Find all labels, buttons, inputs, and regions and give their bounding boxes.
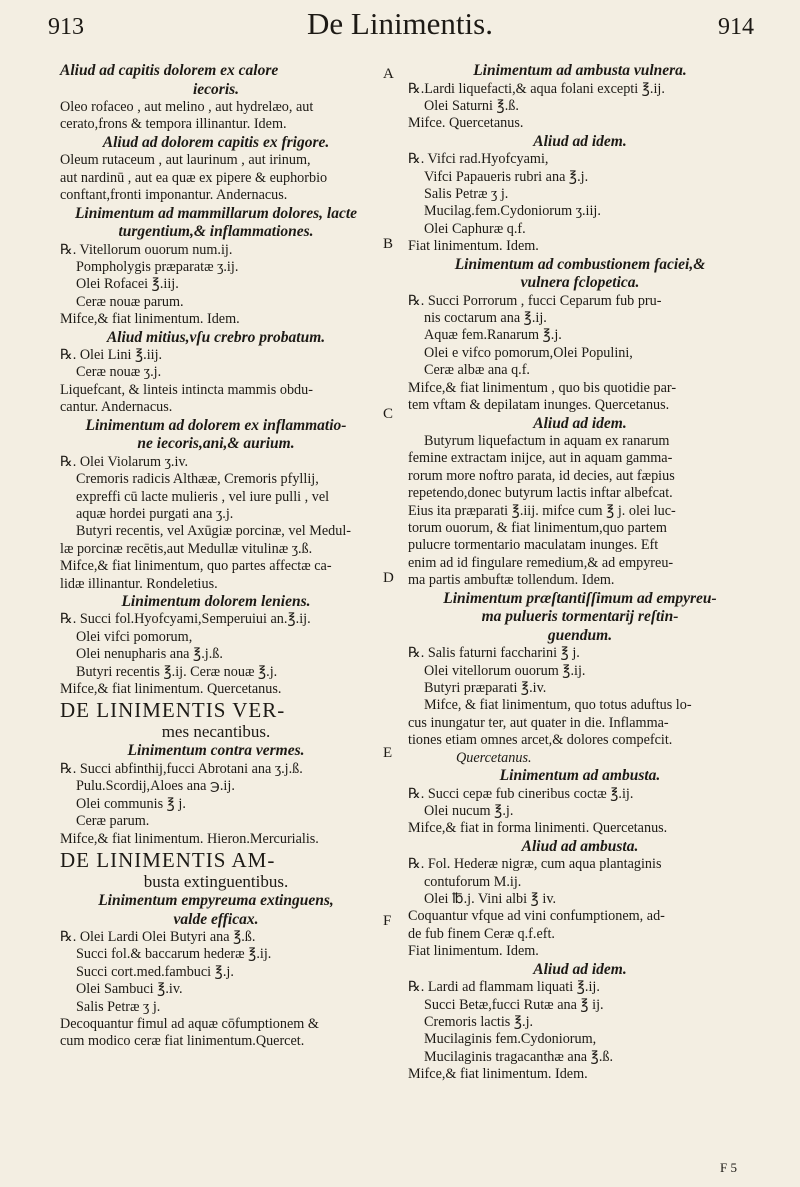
- recipe-heading: Aliud ad capitis dolorem ex calore: [60, 62, 279, 79]
- recipe-heading: Linimentum ad combustionem faciei,&: [454, 255, 706, 273]
- recipe-heading: Aliud ad ambusta.: [521, 837, 639, 855]
- text-line: enim ad id fingulare remedium,& ad empyreu-: [408, 554, 674, 571]
- signature-mark: F 5: [720, 1160, 737, 1175]
- ingredient-line: Ceræ albæ ana q.f.: [424, 362, 530, 379]
- text-line: ℞.Lardi liquefacti,& aqua folani excepti ℥.ij.: [408, 80, 665, 97]
- recipe-heading: Aliud mitius,vſu crebro probatum.: [106, 328, 326, 346]
- margin-letter-d: D: [383, 570, 394, 586]
- page-number-right: 914: [718, 14, 754, 40]
- text-line: ℞. Succi cepæ fub cineribus coctæ ℥.ij.: [408, 785, 634, 802]
- recipe-heading: Linimentum præſtantiſſimum ad empyreu-: [443, 589, 717, 607]
- text-line: ℞. Vitellorum ouorum num.ij.: [60, 241, 233, 258]
- recipe-heading: ma pulueris tormentarij reſtin-: [481, 608, 679, 626]
- recipe-heading: Linimentum ad dolorem ex inflammatio-: [85, 416, 347, 434]
- left-column: [60, 62, 372, 1051]
- text-line: aut nardinū , aut ea quæ ex pipere & euphorbio: [60, 169, 328, 186]
- text-line: cerato,frons & tempora illinantur. Idem.: [60, 116, 287, 133]
- recipe-heading: Linimentum empyreuma extinguens,: [98, 892, 334, 909]
- ingredient-line: Succi fol.& baccarum hederæ ℥.ij.: [76, 946, 272, 963]
- recipe-heading: Linimentum ad ambusta vulnera.: [473, 62, 687, 79]
- recipe-heading: vulnera fclopetica.: [520, 274, 640, 292]
- ingredient-line: Succi Betæ,fucci Rutæ ana ℥ ij.: [424, 996, 604, 1013]
- section-title: DE LINIMENTIS AM-: [60, 848, 276, 872]
- ingredient-line: Pulu.Scordij,Aloes ana ℈.ij.: [76, 778, 235, 795]
- ingredient-line: Butyri præparati ℥.iv.: [424, 679, 547, 696]
- ingredient-line: Mucilaginis tragacanthæ ana ℥.ß.: [424, 1048, 614, 1065]
- running-header: [40, 6, 760, 46]
- ingredient-line: Olei Caphuræ q.f.: [424, 220, 526, 237]
- source-line: Quercetanus.: [456, 749, 532, 766]
- right-column: [408, 62, 752, 1084]
- ingredient-line: Olei communis ℥ j.: [76, 795, 186, 812]
- ingredient-line: Aquæ fem.Ranarum ℥.j.: [424, 327, 562, 344]
- ingredient-line: Salis Petræ ʒ j.: [76, 998, 161, 1015]
- ingredient-line: Olei nucum ℥.j.: [424, 802, 514, 819]
- ingredient-line: Olei Sambuci ℥.iv.: [76, 981, 183, 998]
- ingredient-line: Cremoris radicis Althææ, Cremoris pfyllij,: [76, 471, 319, 488]
- recipe-heading: turgentium,& inflammationes.: [118, 223, 314, 241]
- text-line: de fub finem Ceræ q.f.eft.: [408, 925, 555, 942]
- margin-letter-b: B: [383, 236, 394, 252]
- text-line: Oleo rofaceo , aut melino , aut hydrelæo, aut: [60, 99, 314, 115]
- recipe-heading: guendum.: [547, 626, 613, 644]
- text-line: Coquantur vfque ad vini confumptionem, ad-: [408, 908, 665, 925]
- text-line: ℞. Succi Porrorum , fucci Ceparum fub pru-: [408, 292, 662, 309]
- ingredient-line: Olei ℔.j. Vini albi ℥ iv.: [424, 891, 557, 908]
- text-line: ℞. Succi fol.Hyofcyami,Semperuiui an.℥.ij.: [60, 611, 311, 628]
- text-line: ℞. Olei Violarum ʒ.iv.: [60, 453, 189, 470]
- text-line: Fiat linimentum. Idem.: [408, 238, 539, 255]
- text-line: repetendo,donec butyrum lactis inftar albefcat.: [408, 485, 673, 502]
- section-subtitle: mes necantibus.: [161, 722, 271, 742]
- ingredient-line: Olei vitellorum ouorum ℥.ij.: [424, 662, 586, 679]
- text-line: Mifce,& fiat in forma linimenti. Quercetanus.: [408, 820, 668, 837]
- ingredient-line: Butyrum liquefactum in aquam ex ranarum: [424, 433, 670, 449]
- recipe-heading: ne iecoris,ani,& aurium.: [137, 435, 295, 453]
- text-line: Mifce,& fiat linimentum , quo bis quotidie par-: [408, 379, 677, 396]
- text-line: Mifce,& fiat linimentum. Idem.: [60, 311, 240, 328]
- text-line: ℞. Olei Lardi Olei Butyri ana ℥.ß.: [60, 929, 256, 945]
- recipe-heading: valde efficax.: [173, 910, 259, 928]
- ingredient-line: Vifci Papaueris rubri ana ℥.j.: [424, 168, 589, 185]
- ingredient-line: Butyri recentis, vel Axūgiæ porcinæ, vel Medul-: [76, 523, 352, 540]
- page-number-left: 913: [48, 14, 84, 40]
- text-line: cum modico ceræ fiat linimentum.Quercet.: [60, 1033, 305, 1050]
- recipe-heading: Aliud ad dolorem capitis ex frigore.: [102, 133, 330, 151]
- ingredient-line: Olei nenupharis ana ℥.j.ß.: [76, 646, 223, 663]
- text-line: Mifce,& fiat linimentum. Hieron.Mercurialis.: [60, 830, 319, 847]
- ingredient-line: expreffi cū lacte mulieris , vel iure pulli , vel: [76, 488, 330, 505]
- text-line: lidæ illinantur. Rondeletius.: [60, 575, 218, 592]
- ingredient-line: Olei e vifco pomorum,Olei Populini,: [424, 344, 633, 361]
- ingredient-line: Butyri recentis ℥.ij. Ceræ nouæ ℥.j.: [76, 663, 278, 680]
- text-line: tiones etiam omnes arcet,& dolores compefcit.: [408, 732, 673, 749]
- ingredient-line: Olei vifci pomorum,: [76, 628, 193, 645]
- margin-letter-e: E: [383, 745, 393, 761]
- text-line: tem vftam & depilatam inunges. Quercetanus.: [408, 397, 670, 414]
- text-line: Oleum rutaceum , aut laurinum , aut irinum,: [60, 152, 311, 169]
- text-line: Fiat linimentum. Idem.: [408, 943, 539, 960]
- text-line: rorum more noftro parata, id decies, aut fæpius: [408, 467, 675, 484]
- ingredient-line: nis coctarum ana ℥.ij.: [424, 310, 547, 327]
- recipe-heading: Linimentum ad mammillarum dolores, lacte: [74, 204, 358, 222]
- text-line: ℞. Vifci rad.Hyofcyami,: [408, 151, 549, 168]
- ingredient-line: Mucilag.fem.Cydoniorum ʒ.iij.: [424, 203, 601, 220]
- recipe-heading: Linimentum dolorem leniens.: [121, 592, 311, 610]
- text-line: cantur. Andernacus.: [60, 399, 173, 416]
- text-line: ℞. Olei Lini ℥.iij.: [60, 347, 163, 364]
- ingredient-line: Olei Saturni ℥.ß.: [424, 97, 519, 114]
- text-line: Mifce,& fiat linimentum, quo partes affectæ ca-: [60, 558, 332, 575]
- ingredient-line: Ceræ parum.: [76, 813, 150, 830]
- text-line: pulucre tormentario maculatam inunges. Eft: [408, 537, 659, 554]
- ingredient-line: Olei Rofacei ℥.iij.: [76, 276, 179, 293]
- ingredient-line: Mifce, & fiat linimentum, quo totus aduftus lo-: [424, 697, 692, 714]
- section-subtitle: busta extinguentibus.: [143, 872, 289, 891]
- text-line: ℞. Salis faturni faccharini ℥ j.: [408, 645, 580, 662]
- ingredient-line: Cremoris lactis ℥.j.: [424, 1013, 534, 1030]
- text-line: Mifce. Quercetanus.: [408, 115, 524, 132]
- ingredient-line: Ceræ nouæ ʒ.j.: [76, 364, 162, 381]
- text-line: torum ouorum, & fiat linimentum,quo partem: [408, 520, 667, 537]
- text-line: ℞. Succi abfinthij,fucci Abrotani ana ʒ.j.ß.: [60, 760, 303, 777]
- ingredient-line: Ceræ nouæ parum.: [76, 293, 184, 310]
- recipe-heading: Linimentum ad ambusta.: [499, 767, 661, 784]
- running-title: De Linimentis.: [307, 6, 493, 41]
- text-line: femine extractam inijce, aut in aquam gamma-: [408, 450, 673, 467]
- text-line: Liquefcant, & linteis intincta mammis obdu-: [60, 381, 313, 398]
- ingredient-line: aquæ hordei purgati ana ʒ.j.: [76, 505, 234, 522]
- margin-letter-f: F: [383, 913, 392, 929]
- ingredient-line: Salis Petræ ʒ j.: [424, 186, 509, 203]
- text-line: Mifce,& fiat linimentum. Idem.: [408, 1066, 588, 1083]
- margin-letter-a: A: [383, 66, 394, 82]
- margin-letter-c: C: [383, 406, 394, 422]
- text-line: læ porcinæ recētis,aut Medullæ vitulinæ ʒ.ß.: [60, 540, 313, 557]
- recipe-heading: Linimentum contra vermes.: [127, 742, 305, 760]
- recipe-heading: Aliud ad idem.: [533, 414, 627, 432]
- text-line: cus inungatur ter, aut quater in die. Inflamma-: [408, 714, 669, 731]
- text-line: Decoquantur fimul ad aquæ cōfumptionem &: [60, 1016, 319, 1033]
- recipe-heading: iecoris.: [192, 80, 240, 98]
- ingredient-line: Succi cort.med.fambuci ℥.j.: [76, 963, 234, 980]
- recipe-heading: Aliud ad idem.: [533, 132, 627, 150]
- text-line: Mifce,& fiat linimentum. Quercetanus.: [60, 681, 282, 698]
- text-line: ℞. Lardi ad flammam liquati ℥.ij.: [408, 979, 600, 996]
- text-line: ma partis ambuftæ tollendum. Idem.: [408, 572, 615, 589]
- section-title: DE LINIMENTIS VER-: [60, 698, 286, 723]
- text-line: conftant,fronti imponantur. Andernacus.: [60, 187, 288, 204]
- ingredient-line: contuforum M.ij.: [424, 873, 522, 890]
- ingredient-line: Mucilaginis fem.Cydoniorum,: [424, 1031, 597, 1048]
- recipe-heading: Aliud ad idem.: [533, 960, 627, 978]
- ingredient-line: Pompholygis præparatæ ʒ.ij.: [76, 258, 239, 275]
- text-line: Eius ita præparati ℥.iij. mifce cum ℥ j. olei luc-: [408, 502, 676, 519]
- text-line: ℞. Fol. Hederæ nigræ, cum aqua plantaginis: [408, 856, 662, 873]
